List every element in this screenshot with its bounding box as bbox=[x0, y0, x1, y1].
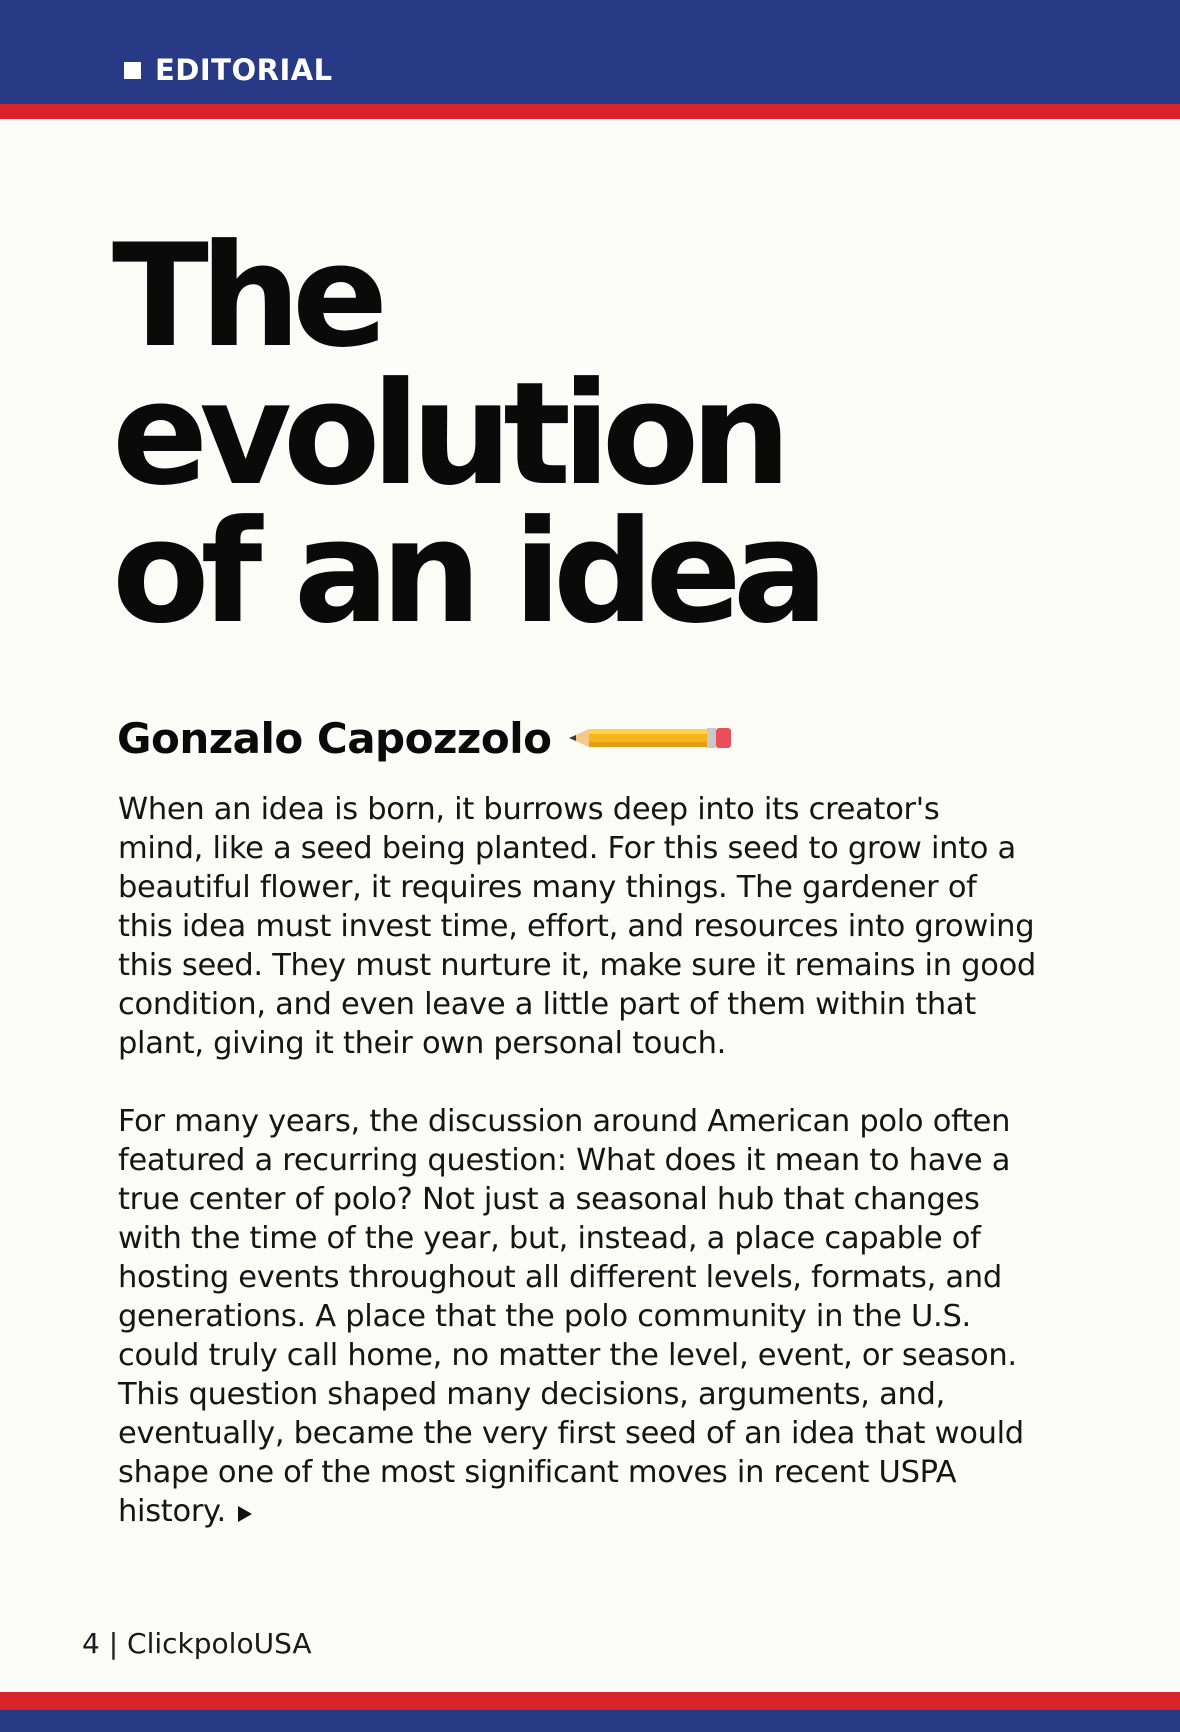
body-line: beautiful flower, it requires many things. The gardener of bbox=[118, 870, 977, 905]
body-line: this idea must invest time, effort, and resources into growing bbox=[118, 909, 1035, 944]
body-line: When an idea is born, it burrows deep into its creator's bbox=[118, 792, 940, 827]
body-line: true center of polo? Not just a seasonal hub that changes bbox=[118, 1182, 980, 1217]
body-line: with the time of the year, but, instead, a place capable of bbox=[118, 1221, 981, 1256]
pencil-icon bbox=[567, 723, 733, 753]
body-line: mind, like a seed being planted. For this seed to grow into a bbox=[118, 831, 1016, 866]
body-line: This question shaped many decisions, arguments, and, bbox=[118, 1377, 945, 1412]
body-line: shape one of the most significant moves in recent USPA bbox=[118, 1455, 957, 1490]
title-line: The bbox=[112, 214, 380, 379]
title-line: evolution bbox=[112, 352, 783, 517]
section-label bbox=[124, 48, 333, 92]
title-line: of an idea bbox=[112, 490, 820, 655]
body-line: For many years, the discussion around American polo often bbox=[118, 1104, 1011, 1139]
section-label-text: EDITORIAL bbox=[155, 53, 333, 87]
play-arrow-icon bbox=[238, 1506, 252, 1522]
body-line: generations. A place that the polo community in the U.S. bbox=[118, 1299, 971, 1334]
body-line: hosting events throughout all different levels, formats, and bbox=[118, 1260, 1002, 1295]
body-line: plant, giving it their own personal touch. bbox=[118, 1026, 727, 1061]
footer-red-rule bbox=[0, 1692, 1180, 1710]
body-line: could truly call home, no matter the level, event, or season. bbox=[118, 1338, 1017, 1373]
body-line: featured a recurring question: What does it mean to have a bbox=[118, 1143, 1011, 1178]
body-line: condition, and even leave a little part of them within that bbox=[118, 987, 976, 1022]
body-line-text: history. bbox=[118, 1494, 226, 1529]
paragraph bbox=[118, 790, 1108, 1063]
article-title bbox=[112, 214, 1032, 655]
article-body bbox=[118, 790, 1108, 1531]
header-red-rule bbox=[0, 104, 1180, 119]
footer-band bbox=[0, 1710, 1180, 1732]
byline bbox=[117, 712, 733, 764]
body-line: eventually, became the very first seed of an idea that would bbox=[118, 1416, 1024, 1451]
body-line: this seed. They must nurture it, make sure it remains in good bbox=[118, 948, 1036, 983]
body-line-last bbox=[118, 1492, 1108, 1531]
paragraph bbox=[118, 1102, 1108, 1531]
page-footer: 4 | ClickpoloUSA bbox=[82, 1627, 312, 1660]
author-name: Gonzalo Capozzolo bbox=[117, 713, 552, 763]
square-bullet-icon bbox=[124, 62, 141, 79]
